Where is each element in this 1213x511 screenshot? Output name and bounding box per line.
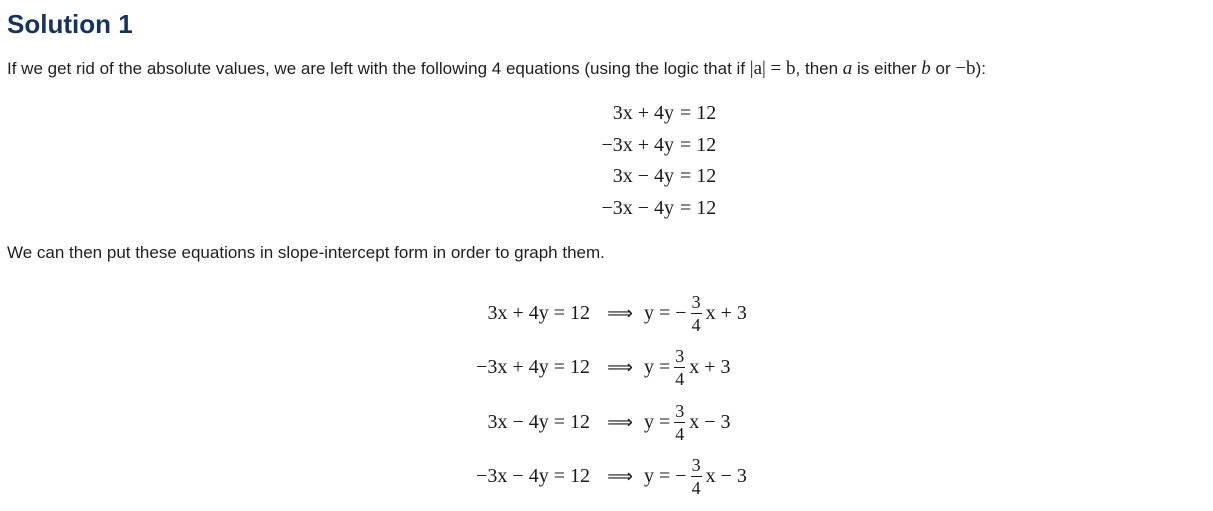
equation-rhs: = 12 <box>680 165 717 187</box>
followup-paragraph: We can then put these equations in slope-intercept form in order to graph them. <box>7 243 605 262</box>
slope-intercept-row <box>420 341 814 396</box>
equation-lhs: −3x − 4y <box>601 196 674 219</box>
intro-text-end: ): <box>975 59 986 78</box>
fraction-numerator: 3 <box>675 400 685 421</box>
intro-text-is-either: is either <box>852 59 922 78</box>
original-equation: −3x − 4y = 12 <box>476 465 590 488</box>
solution-heading: Solution 1 <box>7 9 133 39</box>
fraction-denominator: 4 <box>675 369 685 390</box>
equation-rhs: = 12 <box>680 196 717 219</box>
equation-lhs: −3x + 4y <box>601 133 674 156</box>
implies-arrow: ⟹ <box>607 466 633 488</box>
slope-fraction <box>674 402 685 443</box>
intro-paragraph <box>7 57 986 81</box>
y-equals: y = − <box>644 465 687 488</box>
fraction-denominator: 4 <box>675 423 685 444</box>
var-a: a <box>842 58 853 79</box>
slope-intercept-form <box>644 347 814 388</box>
equation-rhs: = 12 <box>680 102 717 124</box>
equation-row <box>520 161 770 193</box>
equation-lhs: 3x − 4y <box>612 165 674 187</box>
original-equation: 3x + 4y = 12 <box>487 301 590 324</box>
intro-text-before: If we get rid of the absolute values, we are left with the following 4 equations (using the logic that if <box>7 59 750 78</box>
intro-text-mid: , then <box>795 59 843 78</box>
original-equation: −3x + 4y = 12 <box>476 356 590 379</box>
slope-intercept-form <box>644 402 814 443</box>
equation-row <box>520 130 770 162</box>
var-b: b <box>921 58 931 79</box>
slope-intercept-row <box>420 450 814 505</box>
fraction-denominator: 4 <box>691 314 701 335</box>
equation-list <box>520 98 770 224</box>
intercept-term: x + 3 <box>705 301 747 324</box>
implies-arrow: ⟹ <box>607 411 633 433</box>
y-equals: y = <box>644 356 671 379</box>
fraction-numerator: 3 <box>691 455 701 476</box>
y-equals: y = − <box>644 301 687 324</box>
equation-rhs: = 12 <box>680 133 717 156</box>
equation-row <box>520 98 770 130</box>
original-equation: 3x − 4y = 12 <box>487 410 590 433</box>
abs-expression: |a| = b <box>749 58 796 79</box>
implies-arrow: ⟹ <box>607 302 633 324</box>
slope-intercept-list <box>420 286 814 504</box>
implies-arrow: ⟹ <box>607 357 633 379</box>
slope-intercept-row <box>420 286 814 341</box>
slope-fraction <box>691 293 702 334</box>
intercept-term: x − 3 <box>689 410 731 433</box>
intercept-term: x − 3 <box>705 465 747 488</box>
slope-fraction <box>691 456 702 497</box>
fraction-denominator: 4 <box>691 478 701 499</box>
slope-intercept-row <box>420 395 814 450</box>
slope-intercept-form <box>644 293 814 334</box>
equation-row <box>520 193 770 225</box>
slope-fraction <box>674 347 685 388</box>
slope-intercept-form <box>644 456 814 497</box>
intro-text-or: or <box>930 59 956 78</box>
equation-lhs: 3x + 4y <box>612 102 674 124</box>
y-equals: y = <box>644 410 671 433</box>
fraction-numerator: 3 <box>675 346 685 367</box>
fraction-numerator: 3 <box>691 291 701 312</box>
intercept-term: x + 3 <box>689 356 731 379</box>
neg-b: −b <box>955 58 976 79</box>
